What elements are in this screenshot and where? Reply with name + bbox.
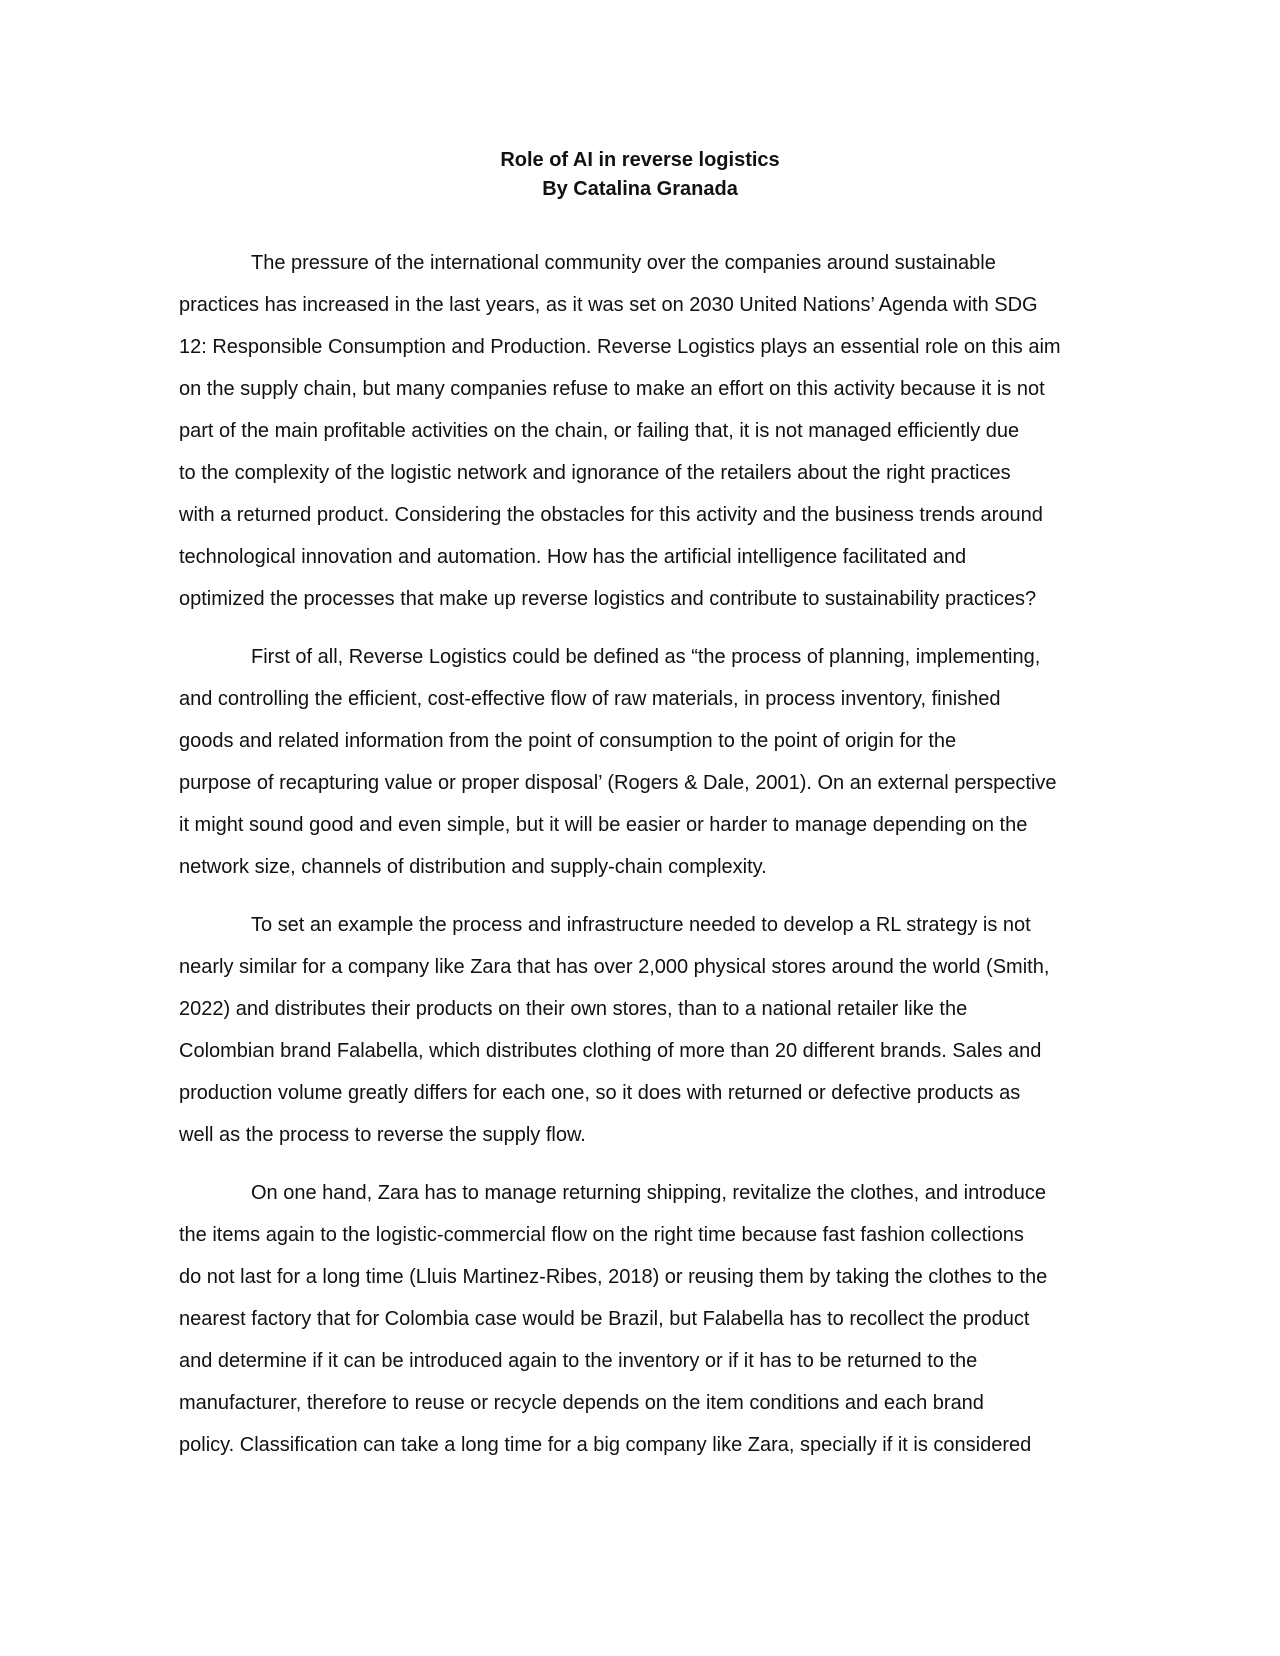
- document-author: By Catalina Granada: [542, 178, 738, 200]
- document-body: [179, 242, 1109, 1482]
- paragraph-2: [179, 636, 1109, 888]
- text-line: production volume greatly differs for each one, so it does with returned or defective products as: [179, 1082, 1021, 1104]
- text-line: optimized the processes that make up reverse logistics and contribute to sustainability practices?: [179, 588, 1037, 610]
- text-line: the items again to the logistic-commercial flow on the right time because fast fashion collections: [179, 1224, 1024, 1246]
- text-line: and controlling the efficient, cost-effective flow of raw materials, in process inventory, finished: [179, 688, 1001, 710]
- text-line: purpose of recapturing value or proper disposal’ (Rogers & Dale, 2001). On an external perspective: [179, 772, 1057, 794]
- paragraph-3: [179, 904, 1109, 1156]
- document-title: Role of AI in reverse logistics: [500, 149, 780, 171]
- text-line: 12: Responsible Consumption and Production. Reverse Logistics plays an essential role on this aim: [179, 336, 1061, 358]
- text-line: First of all, Reverse Logistics could be defined as “the process of planning, implementing,: [251, 646, 1041, 668]
- text-line: technological innovation and automation. How has the artificial intelligence facilitated and: [179, 546, 967, 568]
- text-line: and determine if it can be introduced again to the inventory or if it has to be returned to the: [179, 1350, 978, 1372]
- text-line: practices has increased in the last years, as it was set on 2030 United Nations’ Agenda with SDG: [179, 294, 1038, 316]
- text-line: 2022) and distributes their products on their own stores, than to a national retailer like the: [179, 998, 968, 1020]
- paragraph-4: [179, 1172, 1109, 1466]
- paragraph-1: [179, 242, 1109, 620]
- text-line: on the supply chain, but many companies refuse to make an effort on this activity because it is not: [179, 378, 1045, 400]
- text-line: The pressure of the international community over the companies around sustainable: [251, 252, 996, 274]
- text-line: policy. Classification can take a long time for a big company like Zara, specially if it is considered: [179, 1434, 1032, 1456]
- text-line: goods and related information from the point of consumption to the point of origin for the: [179, 730, 957, 752]
- text-line: well as the process to reverse the supply flow.: [179, 1124, 586, 1146]
- text-line: On one hand, Zara has to manage returning shipping, revitalize the clothes, and introduce: [251, 1182, 1046, 1204]
- text-line: part of the main profitable activities on the chain, or failing that, it is not managed efficiently due: [179, 420, 1020, 442]
- text-line: do not last for a long time (Lluis Martinez-Ribes, 2018) or reusing them by taking the clothes to the: [179, 1266, 1048, 1288]
- text-line: with a returned product. Considering the obstacles for this activity and the business trends around: [179, 504, 1043, 526]
- text-line: nearest factory that for Colombia case would be Brazil, but Falabella has to recollect the product: [179, 1308, 1030, 1330]
- text-line: network size, channels of distribution and supply-chain complexity.: [179, 856, 767, 878]
- text-line: To set an example the process and infrastructure needed to develop a RL strategy is not: [251, 914, 1031, 936]
- text-line: it might sound good and even simple, but it will be easier or harder to manage depending on the: [179, 814, 1028, 836]
- title-block: [0, 146, 1280, 204]
- text-line: nearly similar for a company like Zara that has over 2,000 physical stores around the world (Smith,: [179, 956, 1050, 978]
- text-line: Colombian brand Falabella, which distributes clothing of more than 20 different brands. Sales and: [179, 1040, 1042, 1062]
- text-line: manufacturer, therefore to reuse or recycle depends on the item conditions and each brand: [179, 1392, 984, 1414]
- text-line: to the complexity of the logistic network and ignorance of the retailers about the right practices: [179, 462, 1011, 484]
